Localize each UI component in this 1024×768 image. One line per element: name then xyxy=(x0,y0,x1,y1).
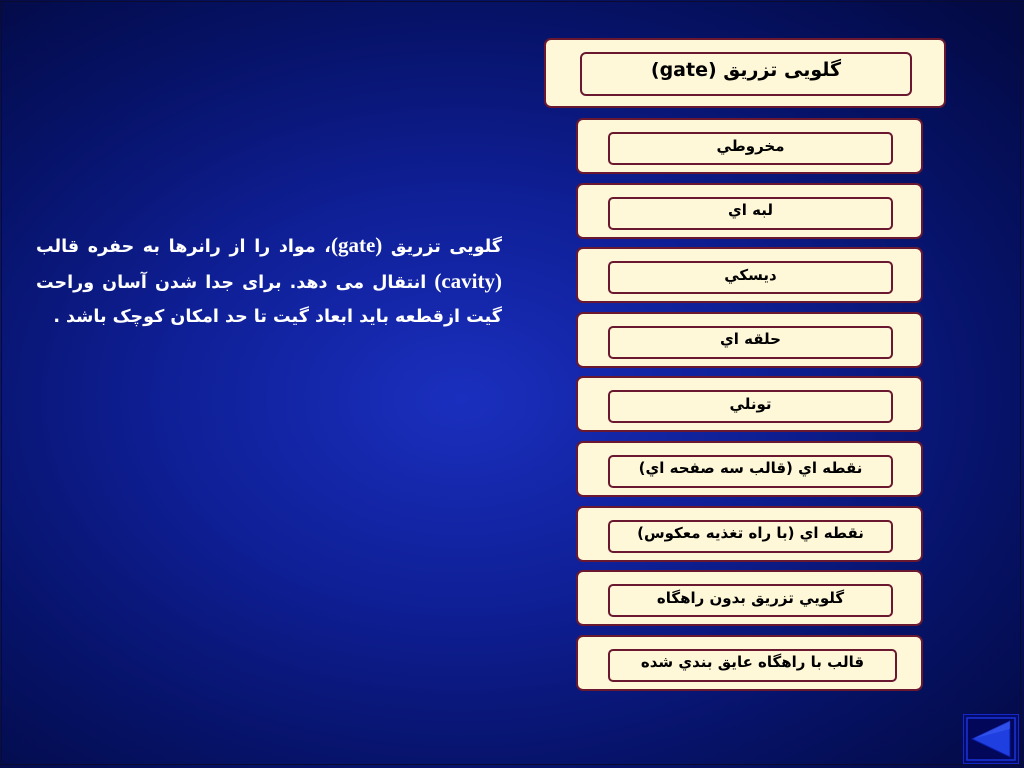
back-button[interactable] xyxy=(963,714,1019,764)
gate-type-label: نقطه اي (قالب سه صفحه اي) xyxy=(608,455,893,488)
gate-type-disk[interactable] xyxy=(576,247,923,303)
gate-type-label: تونلي xyxy=(608,390,893,423)
header-title: گلویی تزریق (gate) xyxy=(580,52,912,96)
gate-type-conical[interactable] xyxy=(576,118,923,174)
gate-type-label: گلويي تزريق بدون راهگاه xyxy=(608,584,893,617)
description-line2-b: انتقال می دهد. برای جدا شدن آسان وراحت گیت ازقطعه باید ابعاد گیت تا حد امکان کوچک باشد . xyxy=(36,273,502,327)
gate-type-ring[interactable] xyxy=(576,312,923,368)
back-arrow-icon xyxy=(964,715,1018,763)
gate-type-pin-three-plate[interactable] xyxy=(576,441,923,497)
gate-type-label: مخروطي xyxy=(608,132,893,165)
gate-type-insulated-runner[interactable] xyxy=(576,635,923,691)
gate-type-list xyxy=(576,118,923,699)
description-line1-a: گلویی تزریق xyxy=(382,237,502,257)
description-gate-term: (gate) xyxy=(330,233,383,257)
description-cavity-term: (cavity) xyxy=(434,269,502,293)
header-box xyxy=(544,38,946,108)
gate-type-pin-reverse-feed[interactable] xyxy=(576,506,923,562)
description-text xyxy=(36,228,502,334)
gate-type-label: لبه اي xyxy=(608,197,893,230)
gate-type-edge[interactable] xyxy=(576,183,923,239)
gate-type-label: حلقه اي xyxy=(608,326,893,359)
gate-type-label: ديسكي xyxy=(608,261,893,294)
description-line1-c: ، مواد را از رانرها به حفره قالب xyxy=(36,237,331,257)
gate-type-label: نقطه اي (با راه تغذيه معكوس) xyxy=(608,520,893,553)
gate-type-runnerless[interactable] xyxy=(576,570,923,626)
gate-type-tunnel[interactable] xyxy=(576,376,923,432)
gate-type-label: قالب با راهگاه عايق بندي شده xyxy=(608,649,897,682)
